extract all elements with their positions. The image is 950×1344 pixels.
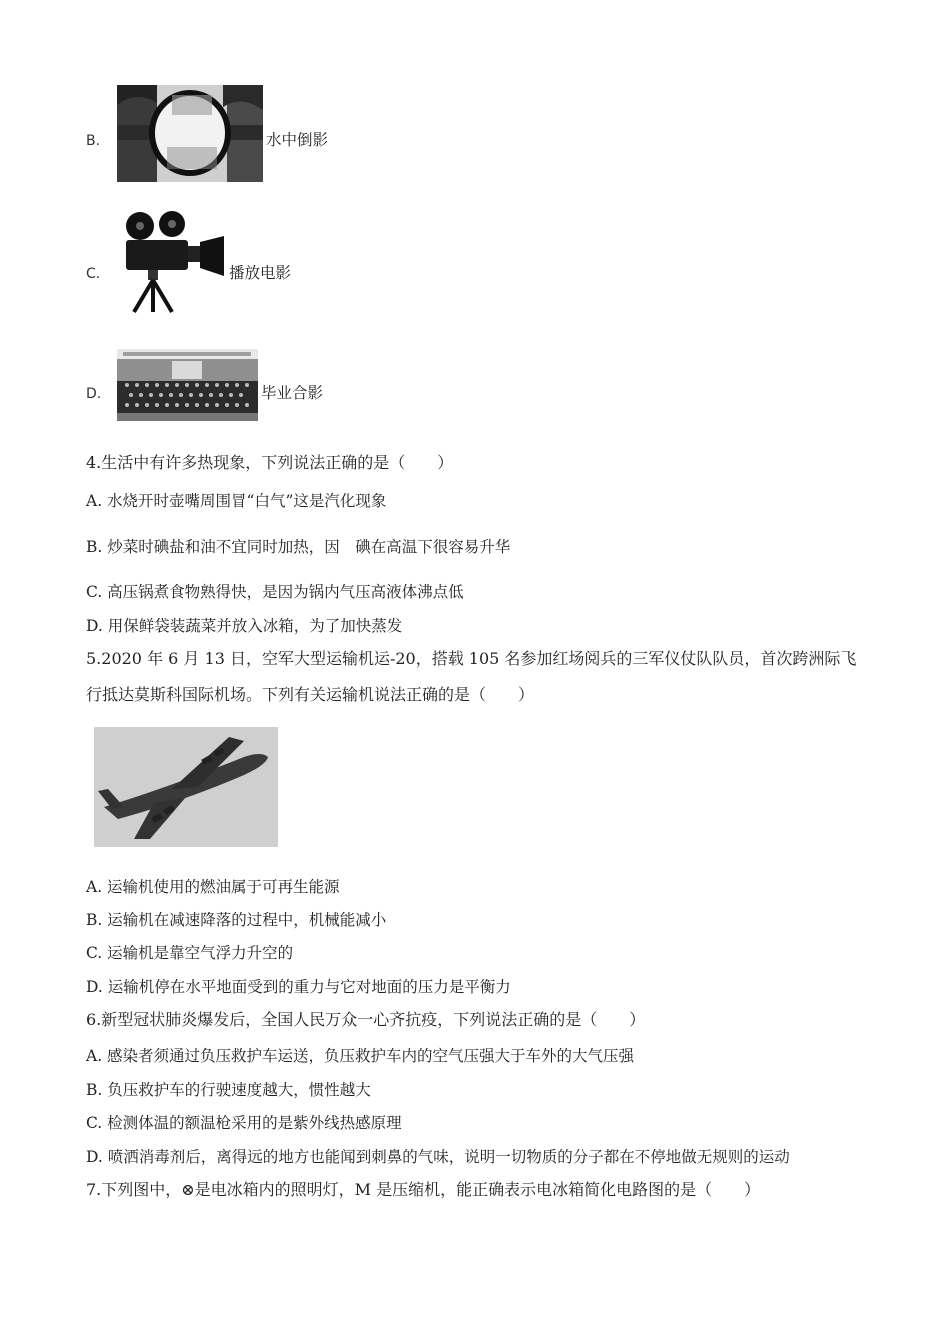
question-4-option-d: D. 用保鲜袋装蔬菜并放入冰箱，为了加快蒸发 <box>86 617 403 635</box>
question-4-option-b: B. 炒菜时碘盐和油不宜同时加热，因 碘在高温下很容易升华 <box>86 538 511 556</box>
question-7-stem: 7.下列图中，⊗是电冰箱内的照明灯，M 是压缩机，能正确表示电冰箱简化电路图的是（ ） <box>86 1180 761 1199</box>
question-5-stem-line-1: 5.2020 年 6 月 13 日，空军大型运输机运-20，搭载 105 名参加红场阅兵的三军仪仗队队员，首次跨洲际飞 <box>86 649 857 668</box>
question-5-stem-line-2: 行抵达莫斯科国际机场。下列有关运输机说法正确的是（ ） <box>86 685 535 704</box>
question-5-option-c: C. 运输机是靠空气浮力升空的 <box>86 944 294 962</box>
question-6-option-a: A. 感染者须通过负压救护车运送，负压救护车内的空气压强大于车外的大气压强 <box>86 1047 635 1065</box>
transport-aircraft-image <box>94 727 278 847</box>
bridge-reflection-image <box>117 85 263 182</box>
option-b-caption: 水中倒影 <box>266 131 329 149</box>
graduation-photo-image <box>117 349 258 421</box>
option-c-caption: 播放电影 <box>229 264 292 282</box>
question-5-option-d: D. 运输机停在水平地面受到的重力与它对地面的压力是平衡力 <box>86 978 511 996</box>
question-6-option-d: D. 喷洒消毒剂后，离得远的地方也能闻到刺鼻的气味，说明一切物质的分子都在不停地做无规则的运动 <box>86 1148 790 1166</box>
question-6-option-b: B. 负压救护车的行驶速度越大，惯性越大 <box>86 1081 371 1099</box>
option-d-caption: 毕业合影 <box>261 384 324 402</box>
question-5-option-b: B. 运输机在减速降落的过程中，机械能减小 <box>86 911 387 929</box>
film-projector-image <box>112 210 228 314</box>
option-letter-d: D. <box>86 386 102 402</box>
question-6-stem: 6.新型冠状肺炎爆发后，全国人民万众一心齐抗疫，下列说法正确的是（ ） <box>86 1010 646 1029</box>
option-letter-b: B. <box>86 133 101 149</box>
question-4-option-a: A. 水烧开时壶嘴周围冒“白气”这是汽化现象 <box>86 492 387 510</box>
question-4-option-c: C. 高压锅煮食物熟得快，是因为锅内气压高液体沸点低 <box>86 583 464 601</box>
question-5-option-a: A. 运输机使用的燃油属于可再生能源 <box>86 878 340 896</box>
question-6-option-c: C. 检测体温的额温枪采用的是紫外线热感原理 <box>86 1114 402 1132</box>
option-letter-c: C. <box>86 266 101 282</box>
question-4-stem: 4.生活中有许多热现象，下列说法正确的是（ ） <box>86 453 454 472</box>
